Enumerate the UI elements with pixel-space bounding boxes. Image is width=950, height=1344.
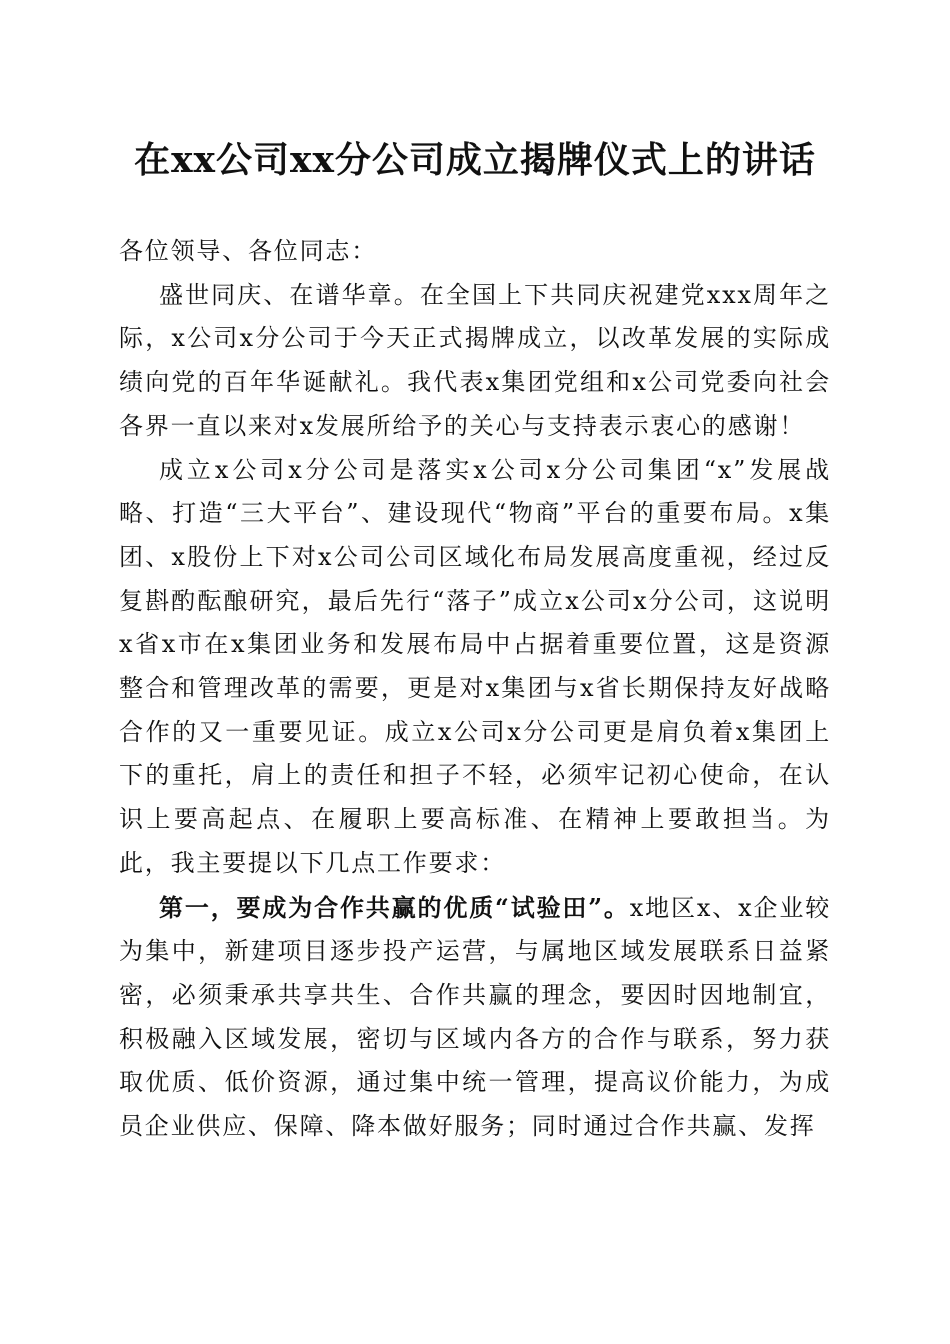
paragraph-lead-heading: 第一，要成为合作共赢的优质“试验田”。 [159, 892, 630, 922]
document-body [119, 230, 831, 1149]
salutation: 各位领导、各位同志： [119, 237, 377, 265]
paragraph-1 [119, 274, 831, 449]
paragraph-2 [119, 449, 831, 886]
paragraph-text: 盛世同庆、在谱华章。在全国上下共同庆祝建党xxx周年之际，x公司x分公司于今天正式揭牌成立，以改革发展的实际成绩向党的百年华诞献礼。我代表x集团党组和x公司党委向社会各界一直以来对x发展所给予的关心与支持表示衷心的感谢！ [119, 280, 831, 440]
paragraph-text: 成立x公司x分公司是落实x公司x分公司集团“x”发展战略、打造“三大平台”、建设现代“物商”平台的重要布局。x集团、x股份上下对x公司公司区域化布局发展高度重视，经过反复斟酌酝酿研究，最后先行“落子”成立x公司x分公司，这说明x省x市在x集团业务和发展布局中占据着重要位置，这是资源整合和管理改革的需要，更是对x集团与x省长期保持友好战略合作的又一重要见证。成立x公司x分公司更是肩负着x集团上下的重托，肩上的责任和担子不轻，必须牢记初心使命，在认识上要高起点、在履职上要高标准、在精神上要敢担当。为此，我主要提以下几点工作要求： [119, 455, 831, 877]
paragraph-3 [119, 886, 831, 1149]
paragraph-text: x地区x、x企业较为集中，新建项目逐步投产运营，与属地区域发展联系日益紧密，必须秉承共享共生、合作共赢的理念，要因时因地制宜，积极融入区域发展，密切与区域内各方的合作与联系，努力获取优质、低价资源，通过集中统一管理，提高议价能力，为成员企业供应、保障、降本做好服务；同时通过合作共赢、发挥 [119, 893, 831, 1141]
document-title: 在xx公司xx分公司成立揭牌仪式上的讲话 [134, 139, 816, 181]
